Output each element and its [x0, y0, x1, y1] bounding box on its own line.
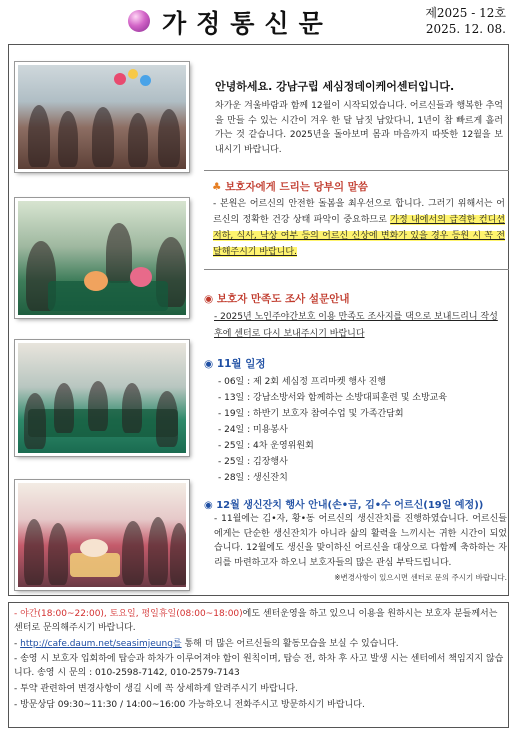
schedule-item: - 19일 : 하반기 보호자 참여수업 및 가족간담회: [218, 409, 404, 419]
intro-paragraph: 차가운 겨울바람과 함께 12월이 시작되었습니다. 어르신들과 행복한 추억을 만들 수 있는 시간이 겨우 한 달 남짓 남았다니, 1년이 참 빠르게 흘러가는 것 같습니다. 2025년을 돌아보며 몸과 마음까지 따뜻한 12월을 보내시기 바랍니다.: [215, 101, 503, 155]
footer-hours-text: 에도 센터운영을 하고 있으니 이용을 원하시는 보호자 분들께서는 센터로 문의해주시기 바랍니다.: [14, 609, 498, 633]
footer-line-cafe: [14, 637, 504, 651]
guardian-notice-body-text: - 본원은 어르신의 안전한 돌봄을 최우선으로 합니다. 그러기 위해서는 어르신의 정확한 건강 상태 파악이 중요하므로: [213, 199, 505, 225]
guardian-notice-highlight: 가정 내에서의 급격한 컨디션 저하, 식사, 낙상 여부 등의 어르신 신상에 변화가 있을 경우 등원 시 꼭 전달해주시기 바랍니다.: [213, 215, 505, 257]
greeting-text: 안녕하세요. 강남구립 세심정데이케어센터입니다.: [215, 80, 455, 93]
issue-number: 제2025 - 12호: [425, 6, 506, 20]
schedule-item: - 13일 : 강남소방서와 함께하는 소방대피훈련 및 소방교육: [218, 393, 448, 403]
schedule-item: - 06일 : 제 2회 세심정 프리마켓 행사 진행: [218, 377, 387, 387]
clover-icon: ♣: [212, 181, 222, 193]
survey-section-title: ◉ 보호자 만족도 조사 설문안내: [204, 293, 350, 305]
header-flower-icon: [128, 10, 150, 32]
schedule-item: - 24일 : 미용봉사: [218, 425, 288, 435]
birthday-note: ※변경사항이 있으시면 센터로 문의 주시기 바랍니다.: [334, 573, 507, 582]
activity-photo-flower-class: [15, 198, 189, 318]
footer-line-transport: - 송영 시 보호자 입회하에 탑승과 하차가 이루어져야 함이 원칙이며, 탑승 전, 하차 후 사고 발생 시는 센터에서 책임지지 않습니다. 송영 시 문의 : 010-2598-7142, 010-2579-7143: [14, 654, 504, 678]
schedule-item: - 28일 : 생신잔치: [218, 473, 288, 483]
footer-hours-highlight: - 야간(18:00~22:00), 토요일, 평일휴일(08:00~18:00): [14, 609, 243, 619]
footer-line-visit: - 방문상담 09:30~11:30 / 14:00~16:00 가능하오니 전화주시고 방문하시기 바랍니다.: [14, 700, 365, 710]
cafe-link[interactable]: http://cafe.daum.net/seasimjeung를: [20, 639, 182, 649]
footer-cafe-text: 통해 더 많은 어르신들의 활동모습을 보실 수 있습니다.: [181, 639, 399, 649]
footer-line-medication: - 투약 관련하여 변경사항이 생길 시에 꼭 상세하게 알려주시기 바랍니다.: [14, 684, 298, 694]
activity-photo-birthday-party: [15, 480, 189, 590]
footer-line-hours: [14, 607, 504, 635]
schedule-item: - 25일 : 4차 운영위원회: [218, 441, 314, 451]
november-schedule-title: ◉ 11월 일정: [204, 358, 266, 370]
guardian-notice-title: [212, 180, 368, 195]
guardian-notice-body: [213, 196, 505, 260]
activity-photo-group-table: [15, 340, 189, 456]
survey-section-body: - 2025년 노인주야간보호 이용 만족도 조사지를 댁으로 보내드리니 작성 후에 센터로 다시 보내주시기 바랍니다: [214, 312, 498, 339]
issue-date: 2025. 12. 08.: [425, 22, 506, 36]
footer-bullet: -: [14, 639, 21, 649]
birthday-section-title: ◉ 12월 생신잔치 행사 안내(손•금, 김•수 어르신(19일 예정)): [204, 500, 484, 511]
page-title: 가정통신문: [162, 9, 333, 38]
schedule-item: - 25일 : 김장행사: [218, 457, 288, 467]
guardian-notice-title-text: 보호자에게 드리는 당부의 말씀: [225, 181, 368, 193]
birthday-section-body: - 11월에는 김•자, 황•동 어르신의 생신잔치를 진행하였습니다. 어르신들에게는 단순한 생신잔치가 아니라 삶의 활력을 느끼시는 귀한 시간이 되었습니다. 12월에도 생신을 맞이하신 어르신을 대상으로 다함께 축하하는 자리를 마련하고자 하오니 보호자들의 많은 관심 부탁드립니다.: [214, 514, 507, 568]
activity-photo-market: [15, 62, 189, 172]
